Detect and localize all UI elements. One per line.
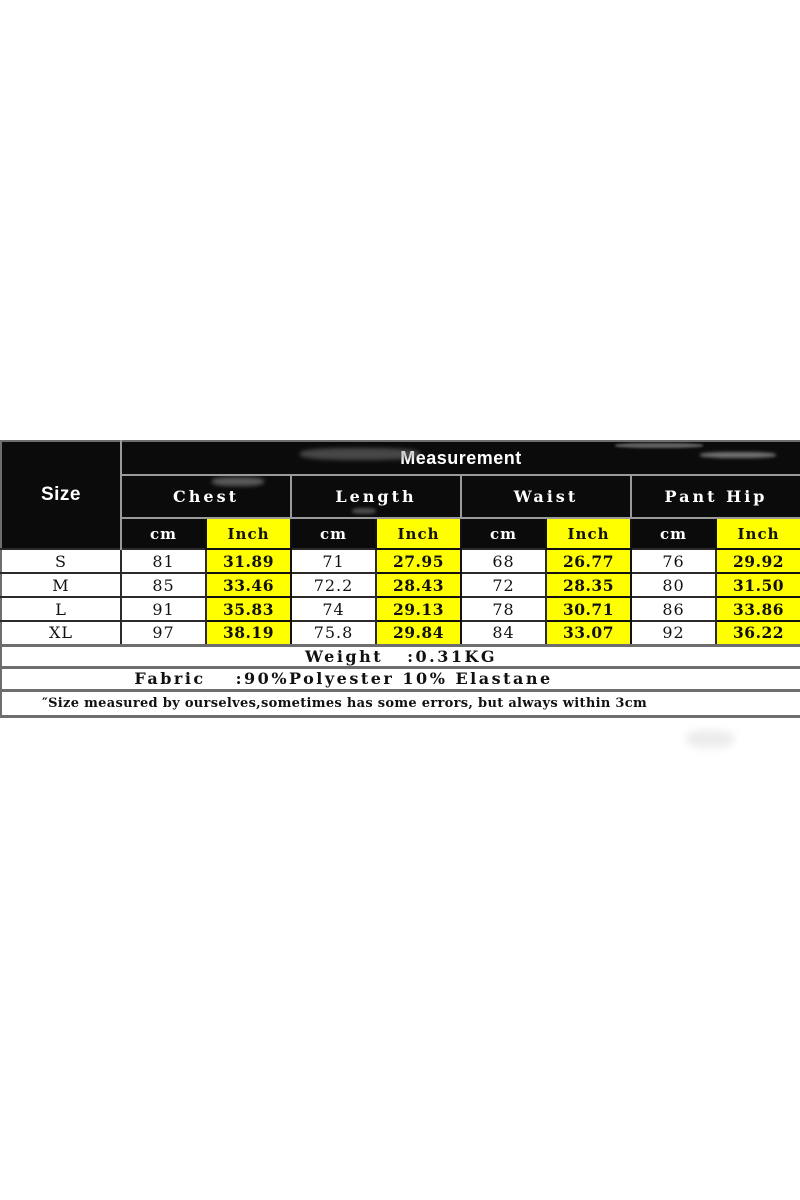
weight-label: Weight (304, 646, 384, 666)
value-cell: 26.77 (546, 549, 631, 573)
value-cell: 84 (461, 621, 546, 645)
value-cell: 97 (121, 621, 206, 645)
value-cell: 31.89 (206, 549, 291, 573)
unit-header-chest-inch: Inch (206, 518, 291, 549)
unit-header-length-inch: Inch (376, 518, 461, 549)
value-cell: 81 (121, 549, 206, 573)
unit-header-hip-inch: Inch (716, 518, 800, 549)
value-cell: 35.83 (206, 597, 291, 621)
value-cell: 80 (631, 573, 716, 597)
value-cell: 27.95 (376, 549, 461, 573)
table-row-m (1, 573, 800, 597)
unit-header-length-cm: cm (291, 518, 376, 549)
weight-row (1, 645, 800, 667)
size-chart-table (0, 440, 800, 718)
group-header-chest: Chest (121, 475, 291, 518)
value-cell: 71 (291, 549, 376, 573)
value-cell: 68 (461, 549, 546, 573)
table-row-l (1, 597, 800, 621)
value-cell: 76 (631, 549, 716, 573)
value-cell: 28.43 (376, 573, 461, 597)
size-label: XL (1, 621, 121, 645)
value-cell: 31.50 (716, 573, 800, 597)
value-cell: 28.35 (546, 573, 631, 597)
weight-cell (1, 645, 800, 667)
fabric-label: Fabric (134, 669, 206, 688)
value-cell: 33.86 (716, 597, 800, 621)
value-cell: 91 (121, 597, 206, 621)
table-row-xl (1, 621, 800, 645)
unit-header-chest-cm: cm (121, 518, 206, 549)
value-cell: 29.84 (376, 621, 461, 645)
value-cell: 33.46 (206, 573, 291, 597)
size-label: M (1, 573, 121, 597)
weight-value: :0.31KG (407, 646, 498, 666)
table-row-s (1, 549, 800, 573)
fabric-row (1, 667, 800, 690)
value-cell: 30.71 (546, 597, 631, 621)
value-cell: 72.2 (291, 573, 376, 597)
size-header-cell: Size (1, 441, 121, 549)
value-cell: 85 (121, 573, 206, 597)
value-cell: 33.07 (546, 621, 631, 645)
value-cell: 75.8 (291, 621, 376, 645)
size-label: L (1, 597, 121, 621)
fabric-value: :90%Polyester 10% Elastane (235, 669, 553, 688)
value-cell: 78 (461, 597, 546, 621)
measurement-header-cell: Measurement (121, 441, 800, 475)
value-cell: 38.19 (206, 621, 291, 645)
value-cell: 74 (291, 597, 376, 621)
value-cell: 29.13 (376, 597, 461, 621)
note-row (1, 690, 800, 716)
unit-header-hip-cm: cm (631, 518, 716, 549)
value-cell: 72 (461, 573, 546, 597)
value-cell: 92 (631, 621, 716, 645)
size-chart (0, 440, 800, 718)
value-cell: 29.92 (716, 549, 800, 573)
group-header-length: Length (291, 475, 461, 518)
unit-header-waist-cm: cm (461, 518, 546, 549)
artifact-smudge (686, 730, 734, 748)
unit-header-waist-inch: Inch (546, 518, 631, 549)
size-label: S (1, 549, 121, 573)
fabric-cell (1, 667, 800, 690)
header-group-row (1, 475, 800, 518)
header-title-row (1, 441, 800, 475)
group-header-pant-hip: Pant Hip (631, 475, 800, 518)
note-cell: ″Size measured by ourselves,sometimes has some errors, but always within 3cm (1, 690, 800, 716)
group-header-waist: Waist (461, 475, 631, 518)
value-cell: 36.22 (716, 621, 800, 645)
header-unit-row (1, 518, 800, 549)
value-cell: 86 (631, 597, 716, 621)
